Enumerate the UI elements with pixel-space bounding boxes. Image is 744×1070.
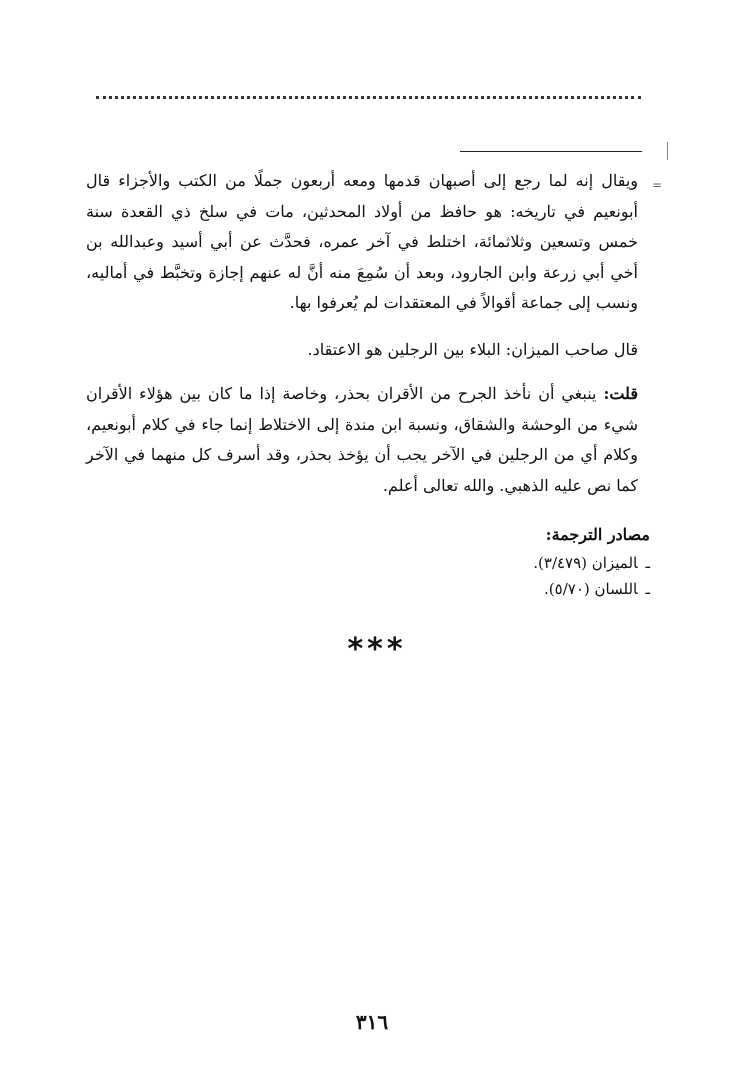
source-item xyxy=(300,550,650,576)
margin-mark: = xyxy=(652,178,663,192)
source-lisan: اللسان (٥/٧٠). xyxy=(544,580,638,598)
section-separator-stars: *** xyxy=(347,632,407,667)
main-text xyxy=(86,166,638,501)
author-note-body: ينبغي أن نأخذ الجرح من الأقران بحذر، وخاصة إذا ما كان بين هؤلاء الأقران شيء من الوحشة والشقاق، ونسبة ابن مندة إلى الاختلاط إنما جاء في كلام أبونعيم، وكلام أي من الرجلين في الآخر يجب أن يؤخذ بحذر، وقد أسرف كل منهما في الآخر كما نص عليه الذهبي. والله تعالى أعلم. xyxy=(86,384,638,495)
qultu-lead: قلت: xyxy=(603,384,638,403)
page-number: ٣١٦ xyxy=(355,1010,389,1034)
paragraph-author-note xyxy=(86,379,638,501)
source-item xyxy=(300,576,650,602)
scan-edge-mark xyxy=(667,142,668,160)
sources-title: مصادر الترجمة: xyxy=(545,525,650,544)
sources-list xyxy=(300,550,650,602)
list-dash: ـ xyxy=(645,580,650,598)
header-rule xyxy=(460,151,642,152)
paragraph-biography: ويقال إنه لما رجع إلى أصبهان قدمها ومعه أربعون جملًا من الكتب والأجزاء قال أبونعيم في تاريخه: هو حافظ من أولاد المحدثين، مات في سلخ ذي القعدة سنة خمس وتسعين وثلاثمائة، اختلط في آخر عمره، فحدَّث عن أبي أسيد وعبدالله بن أخي أبي زرعة وابن الجارود، وبعد أن سُمِعَ منه أنَّ له عنهم إجازة وتخبَّط في أماليه، ونسب إلى جماعة أقوالاً في المعتقدات لم يُعرفوا بها. xyxy=(86,171,638,312)
paragraph-mizan-quote: قال صاحب الميزان: البلاء بين الرجلين هو الاعتقاد. xyxy=(307,339,638,359)
source-mizan: الميزان (٣/٤٧٩). xyxy=(533,554,638,572)
dotted-divider xyxy=(96,96,641,105)
sources-section xyxy=(300,520,650,602)
list-dash: ـ xyxy=(645,554,650,572)
